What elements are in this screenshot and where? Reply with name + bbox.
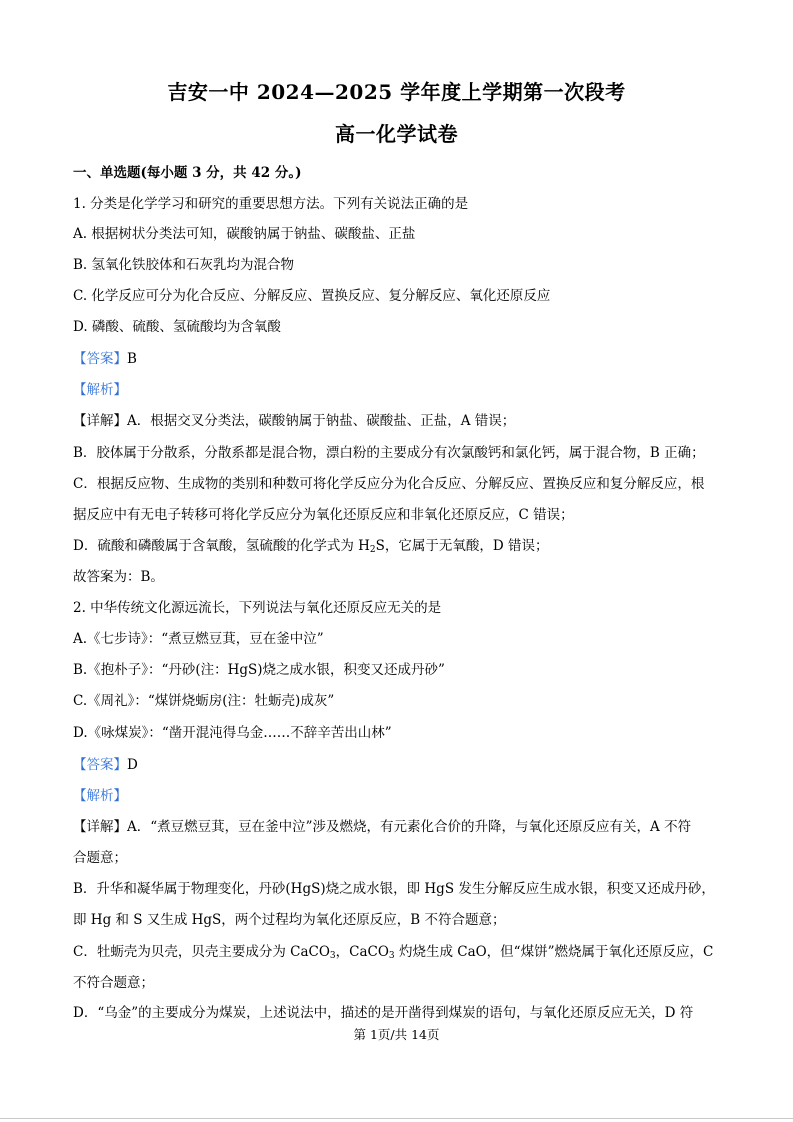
q2-option-a: A.《七步诗》：“煮豆燃豆萁，豆在釜中泣” — [73, 631, 324, 647]
q2-answer — [73, 756, 723, 774]
q2-detail-a1: 【详解】A．“煮豆燃豆萁，豆在釜中泣”涉及燃烧，有元素化合价的升降，与氧化还原反应有关，A 不符 — [73, 819, 692, 835]
q2-detail-a2: 合题意； — [73, 850, 127, 866]
page-divider — [0, 1118, 793, 1119]
q1-answer-value: B — [127, 351, 137, 367]
q1-option-c: C. 化学反应可分为化合反应、分解反应、置换反应、复分解反应、氧化还原反应 — [73, 288, 551, 304]
q1-option-b: B. 氢氧化铁胶体和石灰乳均为混合物 — [73, 257, 295, 273]
q1-conclusion: 故答案为：B。 — [73, 569, 164, 585]
q2-answer-value: D — [127, 757, 138, 773]
q2-analysis-tag: 【解析】 — [73, 788, 127, 804]
detail-tag: 【详解】 — [73, 413, 127, 429]
q2-detail-b2: 即 Hg 和 S 又生成 HgS，两个过程均为氧化还原反应，B 不符合题意； — [73, 912, 506, 928]
q1-detail-c2: 据反应中有无电子转移可将化学反应分为氧化还原反应和非氧化还原反应，C 错误； — [73, 507, 574, 523]
q1-stem: 1. 分类是化学学习和研究的重要思想方法。下列有关说法正确的是 — [73, 196, 469, 212]
q1-option-d: D. 磷酸、硫酸、氢硫酸均为含氧酸 — [73, 319, 281, 335]
q2-detail-d1: D．“乌金”的主要成分为煤炭，上述说法中，描述的是开凿得到煤炭的语句，与氧化还原反应无关，D 符 — [73, 1005, 694, 1021]
answer-tag: 【答案】 — [73, 351, 127, 367]
section-heading: 一、单选题(每小题 3 分，共 42 分。) — [73, 165, 302, 181]
q1-detail-c1: C．根据反应物、生成物的类别和种数可将化学反应分为化合反应、分解反应、置换反应和复分解反应，根 — [73, 476, 705, 492]
answer-tag: 【答案】 — [73, 757, 127, 773]
page-number: 第 1页/共 14页 — [353, 1027, 440, 1042]
exam-title: 吉安一中 2024—2025 学年度上学期第一次段考 — [167, 80, 626, 104]
exam-subtitle: 高一化学试卷 — [335, 122, 458, 146]
q2-option-c: C.《周礼》：“煤饼烧蛎房(注：牡蛎壳)成灰” — [73, 693, 335, 709]
q2-detail-c2: 不符合题意； — [73, 975, 154, 991]
q2-detail-b1: B．升华和凝华属于物理变化，丹砂(HgS)烧之成水银，即 HgS 发生分解反应生成水银，积变又还成丹砂， — [73, 881, 715, 897]
detail-tag: 【详解】 — [73, 819, 127, 835]
q1-option-a: A. 根据树状分类法可知，碳酸钠属于钠盐、碳酸盐、正盐 — [73, 226, 416, 242]
q2-option-d: D.《咏煤炭》：“凿开混沌得乌金……不辞辛苦出山林” — [73, 725, 392, 741]
q1-detail-b: B．胶体属于分散系，分散系都是混合物，漂白粉的主要成分有次氯酸钙和氯化钙，属于混合物，B 正确； — [73, 445, 705, 461]
q2-option-b: B.《抱朴子》：“丹砂(注：HgS)烧之成水银，积变又还成丹砂” — [73, 662, 445, 678]
q2-detail-c1: C．牡蛎壳为贝壳，贝壳主要成分为 CaCO$_3$，CaCO$_3$ 灼烧生成 CaO，但“煤饼”燃烧属于氧化还原反应，C — [73, 944, 714, 961]
q1-detail-a: 【详解】A．根据交叉分类法，碳酸钠属于钠盐、碳酸盐、正盐，A 错误； — [73, 413, 516, 429]
q1-answer — [73, 350, 723, 368]
q1-analysis-tag: 【解析】 — [73, 382, 127, 398]
q2-stem: 2. 中华传统文化源远流长，下列说法与氧化还原反应无关的是 — [73, 600, 442, 616]
q1-detail-d: D．硫酸和磷酸属于含氧酸，氢硫酸的化学式为 $H_2S$，它属于无氧酸，D 错误； — [73, 538, 549, 555]
